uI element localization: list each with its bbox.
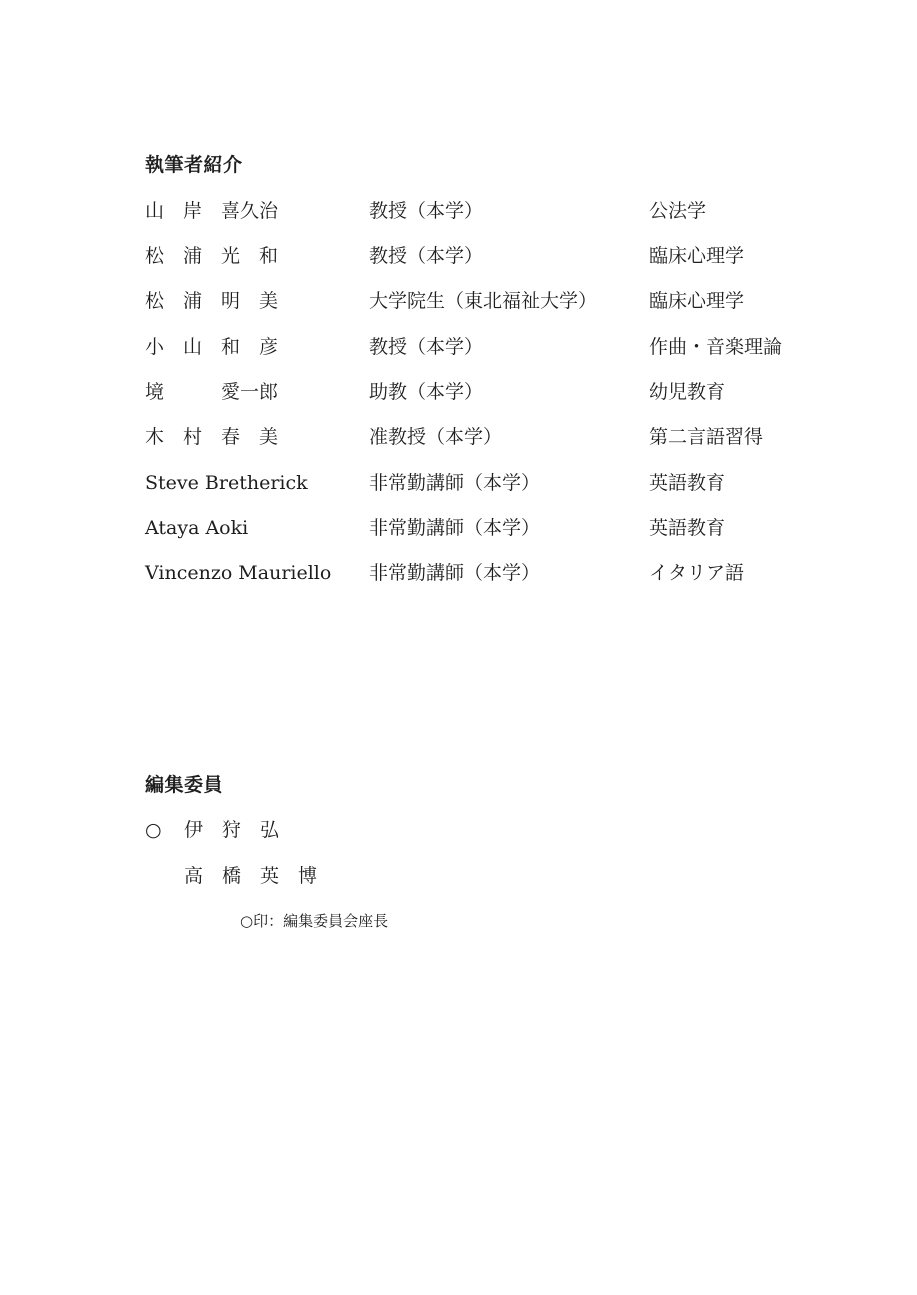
author-position: 非常勤講師（本学） [369,562,541,584]
author-position: 非常勤講師（本学） [369,472,541,494]
author-row [0,377,917,407]
editor-name: 高 橋 英 博 [184,865,318,887]
author-position: 教授（本学） [369,245,484,267]
authors-heading: 執筆者紹介 [145,154,243,176]
author-field: 第二言語習得 [649,426,764,448]
author-position: 教授（本学） [369,200,484,222]
author-row [0,286,917,316]
author-field: 公法学 [649,200,707,222]
chair-mark: ○ [145,819,162,841]
author-field: 臨床心理学 [649,245,745,267]
author-name: 木 村 春 美 [145,426,279,448]
author-position: 助教（本学） [369,381,484,403]
author-field: 英語教育 [649,517,726,539]
author-position: 准教授（本学） [369,426,503,448]
author-position: 教授（本学） [369,336,484,358]
author-name: 山 岸 喜久治 [145,200,279,222]
author-field: 英語教育 [649,472,726,494]
author-row [0,332,917,362]
editor-name: 伊 狩 弘 [184,819,280,841]
author-name: Ataya Aoki [145,517,249,539]
author-position: 大学院生（東北福祉大学） [369,290,598,312]
author-field: イタリア語 [649,562,745,584]
author-name: 境 愛一郎 [145,381,279,403]
author-field: 臨床心理学 [649,290,745,312]
author-row [0,241,917,271]
author-name: Vincenzo Mauriello [145,562,332,584]
author-position: 非常勤講師（本学） [369,517,541,539]
author-row [0,422,917,452]
author-row [0,513,917,543]
author-name: Steve Bretherick [145,472,308,494]
author-name: 小 山 和 彦 [145,336,279,358]
author-row [0,558,917,588]
editors-heading: 編集委員 [145,774,224,796]
editor-row [0,861,917,891]
author-name: 松 浦 光 和 [145,245,279,267]
author-name: 松 浦 明 美 [145,290,279,312]
author-row [0,468,917,498]
author-field: 作曲・音楽理論 [649,336,783,358]
editor-row [0,815,917,845]
chair-note: ○印：編集委員会座長 [240,912,389,930]
author-field: 幼児教育 [649,381,726,403]
author-row [0,196,917,226]
